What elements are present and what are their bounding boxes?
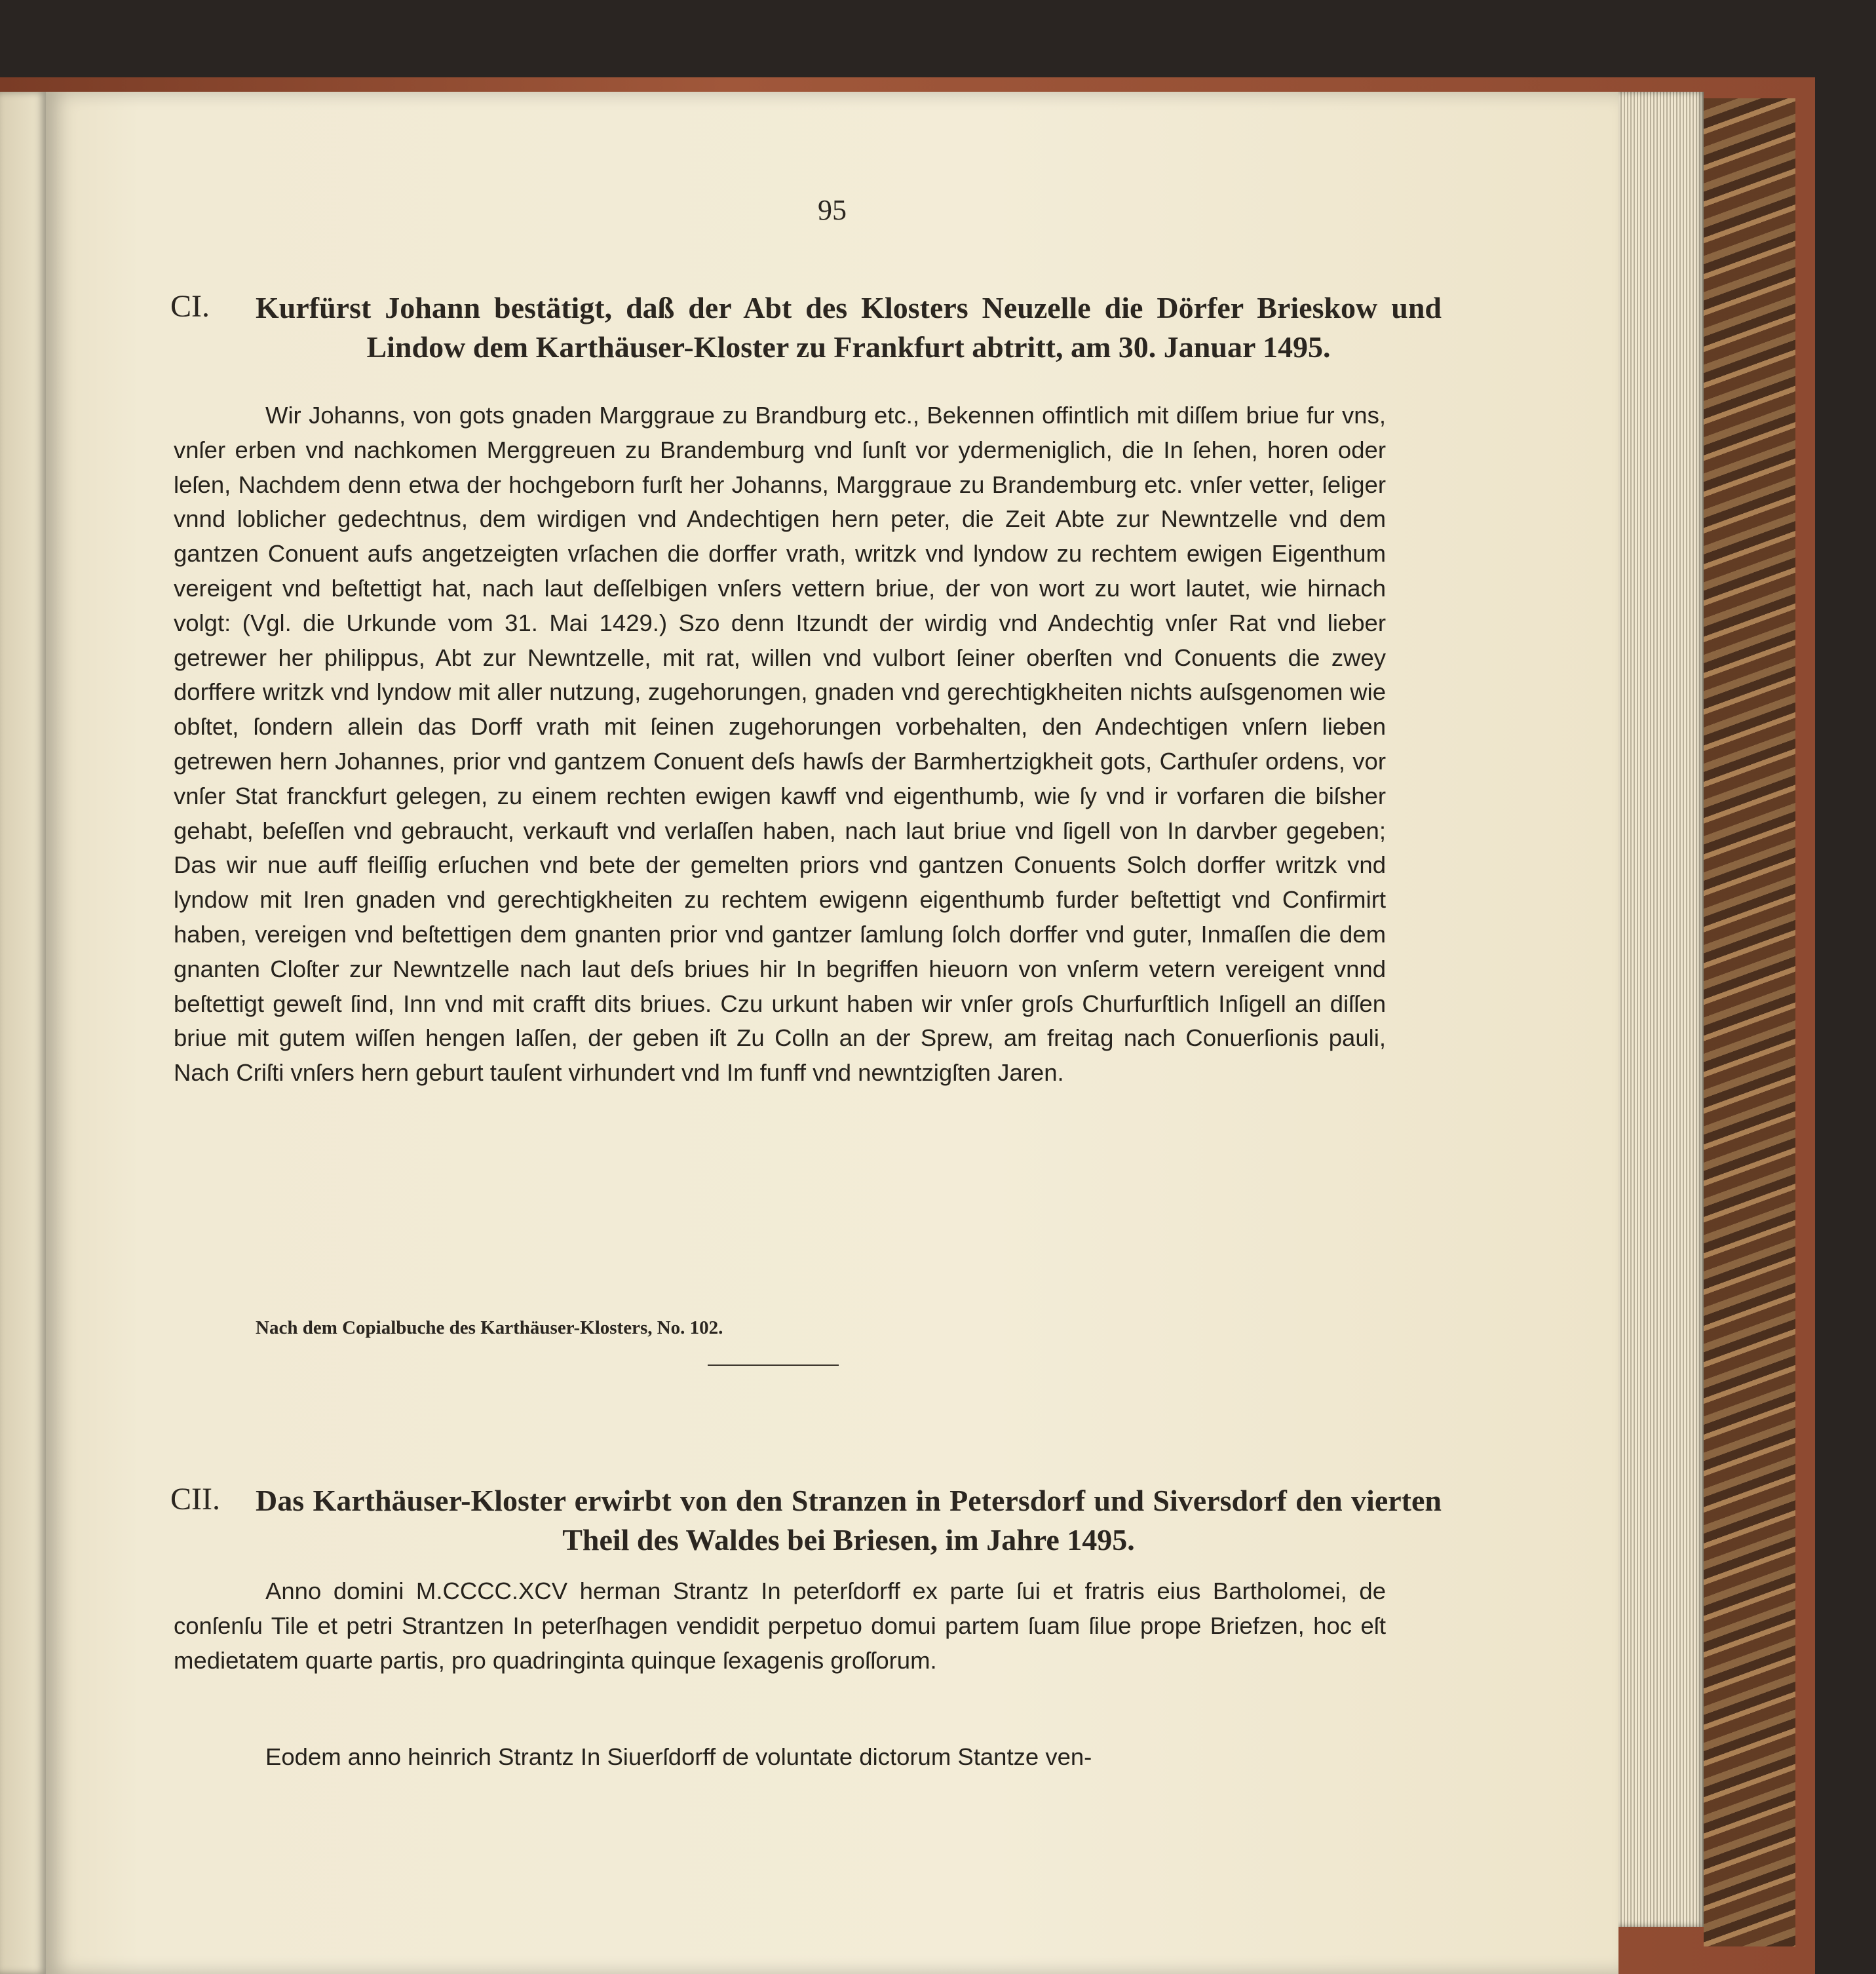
section-title: Kurfürst Johann bestätigt, daß der Abt des Klosters Neuzelle die Dörfer Brieskow und Lindow dem Karthäuser-Kloster zu Frankfurt abtritt, am 30. Januar 1495. xyxy=(256,291,1442,364)
section-number: CI. xyxy=(170,289,210,324)
facing-page-edge xyxy=(0,92,46,1974)
source-note: Nach dem Copialbuche des Karthäuser-Klosters, No. 102. xyxy=(256,1317,723,1338)
section-heading-ci xyxy=(170,288,1442,367)
page-number: 95 xyxy=(818,194,847,226)
marbled-endpaper xyxy=(1704,98,1795,1946)
book-page xyxy=(46,92,1618,1974)
section-title: Das Karthäuser-Kloster erwirbt von den Stranzen in Petersdorf und Siversdorf den vierten Theil des Waldes bei Briesen, im Jahre 1495. xyxy=(256,1484,1442,1557)
charter-text: Wir Johanns, von gots gnaden Marggraue zu Brandburg etc., Bekennen offintlich mit diſſem briue fur vns, vnſer erben vnd nachkomen Merggreuen zu Brandemburg vnd ſunſt vor ydermeniglich, die In ſehen, horen oder leſen, Nachdem denn etwa der hochgeborn furſt her Johanns, Marggraue zu Brandemburg etc. vnſer vetter, ſeliger vnnd loblicher gedechtnus, dem wirdigen vnd Andechtigen hern peter, die Zeit Abte zur Newntzelle vnd dem gantzen Conuent aufs angetzeigten vrſachen die dorffer vrath, writzk vnd lyndow zu rechtem ewigen Eigenthum vereigent vnd beſtettigt hat, nach laut deſſelbigen vnſers vettern briue, der von wort zu wort lautet, wie hirnach volgt: (Vgl. die Urkunde vom 31. Mai 1429.) Szo denn Itzundt der wirdig vnd Andechtig vnſer Rat vnd lieber getrewer her philippus, Abt zur Newntzelle, mit rat, willen vnd vulbort ſeiner oberſten vnd Conuents die zwey dorffere writzk vnd lyndow mit aller nutzung, zugehorungen, gnaden vnd gerechtigkheiten nichts auſsgenomen wie obſtet, ſondern allein das Dorff vrath mit ſeinen zugehorungen vorbehalten, den Andechtigen vnſern lieben getrewen hern Johannes, prior vnd gantzem Conuent deſs hawſs der Barmhertzigkheit gots, Carthuſer ordens, vor vnſer Stat franckfurt gelegen, zu einem rechten ewigen kawff vnd eigenthumb, wie ſy vnd ir vorfaren die biſsher gehabt, beſeſſen vnd gebraucht, verkauft vnd verlaſſen haben, nach laut briue vnd ſigell von In darvber gegeben; Das wir nue auff fleiſſig erſuchen vnd bete der gemelten priors vnd gantzen Conuents Solch dorffer writzk vnd lyndow mit Iren gnaden vnd gerechtigkheiten zu rechtem ewigenn eigenthumb furder beſtettigt vnd Confirmirt haben, vereigen vnd beſtettigen dem gnanten prior vnd gantzer ſamlung ſolch dorffer vnd guter, Inmaſſen die dem gnanten Cloſter zur Newntzelle nach laut deſs briues hir In begriffen hieuorn von vnſerm vetern vereigent vnnd beſtettigt geweſt ſind, Inn vnd mit crafft dits briues. Czu urkunt haben wir vnſer groſs Churfurſtlich Inſigell an diſſen briue mit gutem wiſſen hengen laſſen, der geben iſt Zu Colln an der Sprew, am freitag nach Conuerſionis pauli, Nach Criſti vnſers hern geburt tauſent virhundert vnd Im funff vnd newntzigſten Jaren. xyxy=(174,402,1386,1087)
section-divider xyxy=(708,1364,839,1366)
record-paragraph: Anno domini M.CCCC.XCV herman Strantz In peterſdorff ex parte ſui et fratris eius Bartholomei, de conſenſu Tile et petri Strantzen In peterſhagen vendidit perpetuo domui partem ſuam ſilue prope Briefzen, hoc eſt medietatem quarte partis, pro quadringinta quinque ſexagenis groſſorum. xyxy=(174,1577,1386,1674)
section-heading-cii xyxy=(170,1481,1442,1560)
page-block-edges xyxy=(1618,92,1704,1927)
record-paragraph: Eodem anno heinrich Strantz In Siuerſdorff de voluntate dictorum Stantze ven- xyxy=(265,1743,1092,1770)
section-number: CII. xyxy=(170,1482,220,1517)
